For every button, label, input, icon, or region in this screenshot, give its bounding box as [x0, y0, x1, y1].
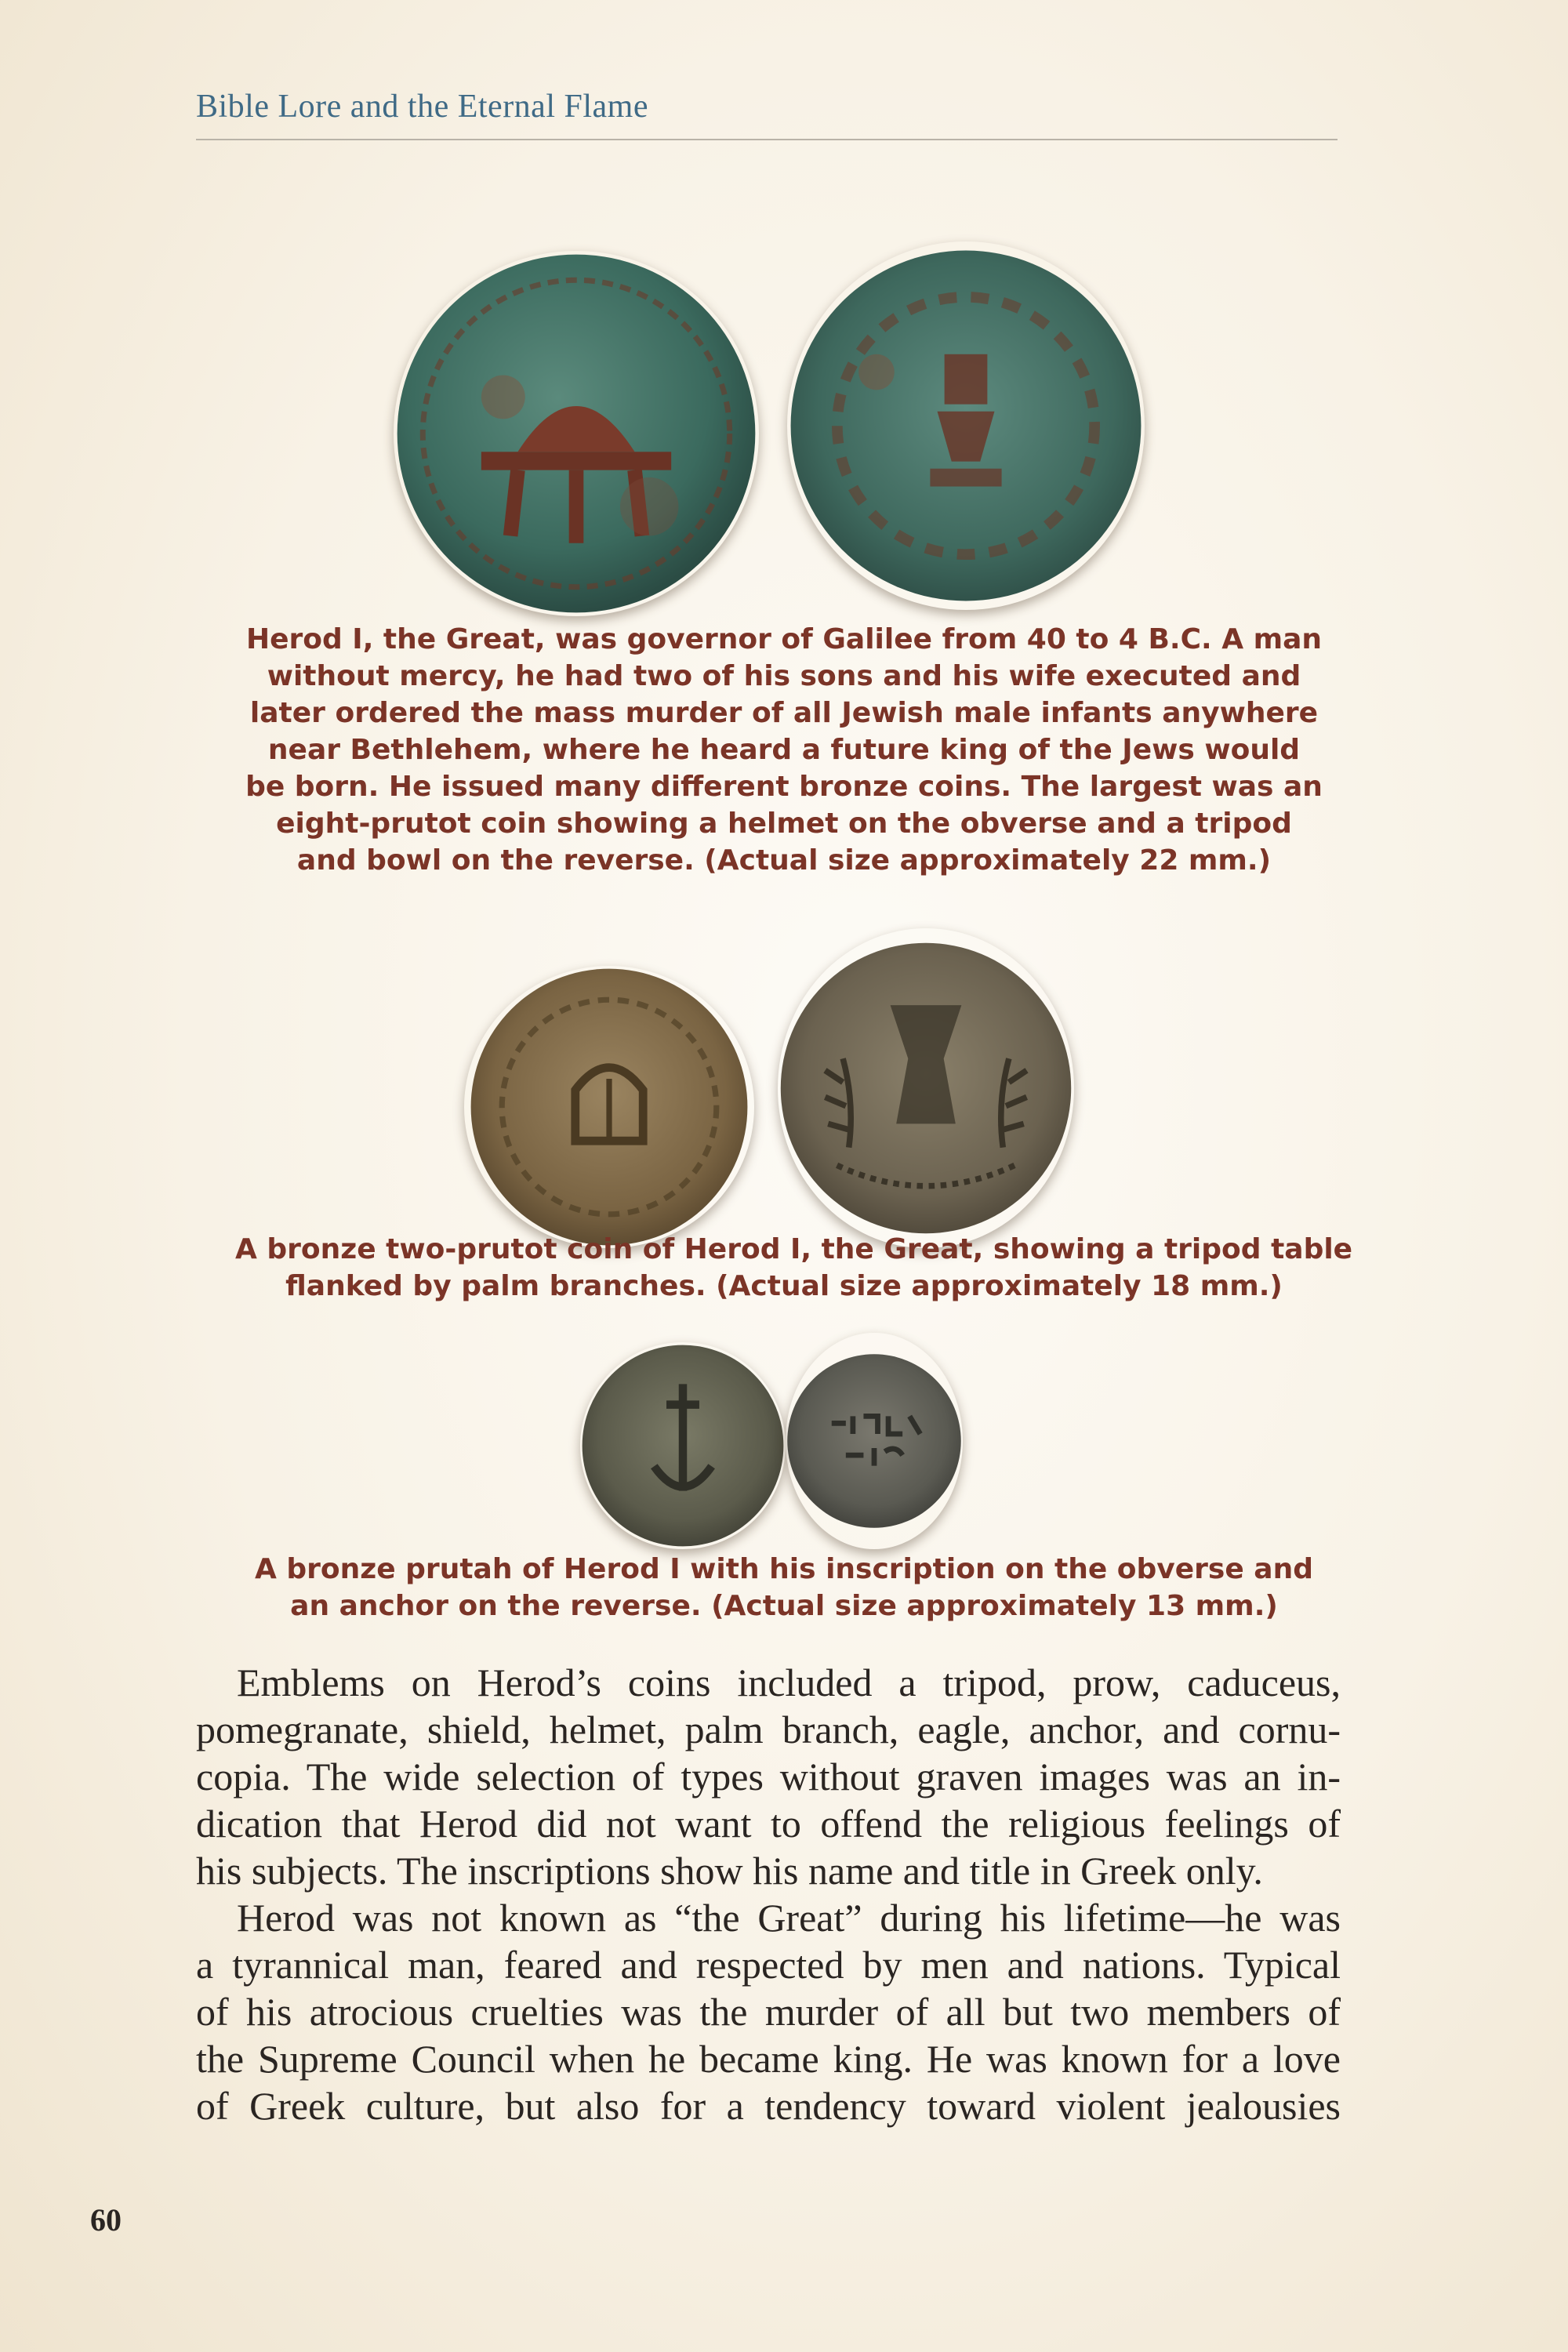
caption-eight-prutot — [235, 621, 1333, 879]
coin-inscription-reverse — [786, 1333, 963, 1549]
body-line: Emblems on Herod’s coins included a tripod, prow, caduceus, — [237, 1661, 1341, 1704]
caption-line: A bronze two-prutot coin of Herod I, the Great, showing a tripod table — [235, 1233, 1353, 1265]
caption-line: flanked by palm branches. (Actual size approximately 18 mm.) — [285, 1270, 1283, 1302]
caption-line: near Bethlehem, where he heard a future king of the Jews would — [267, 734, 1301, 766]
caption-line: eight-prutot coin showing a helmet on the obverse and a tripod — [276, 808, 1292, 840]
body-line: dication that Herod did not want to offend the religious feelings of — [196, 1802, 1341, 1846]
caption-line: Herod I, the Great, was governor of Galilee from 40 to 4 B.C. A man — [245, 623, 1323, 655]
caption-line: be born. He issued many different bronze coins. The largest was an — [245, 771, 1323, 803]
body-line: pomegranate, shield, helmet, palm branch, eagle, anchor, and cornu- — [196, 1708, 1341, 1751]
header-rule — [196, 139, 1338, 140]
coin-anchor-icon — [580, 1342, 786, 1549]
coin-table-icon — [464, 966, 754, 1248]
coin-palm-reverse — [778, 928, 1074, 1248]
body-line: of his atrocious cruelties was the murder of all but two members of — [196, 1990, 1341, 2034]
body-line: the Supreme Council when he became king. He was known for a love — [196, 2037, 1341, 2081]
coin-inscription-icon — [786, 1333, 963, 1549]
coin-anchor-obverse — [580, 1342, 786, 1549]
caption-line: and bowl on the reverse. (Actual size approximately 22 mm.) — [296, 844, 1272, 877]
body-line: of Greek culture, but also for a tendency toward violent jealousies — [196, 2084, 1341, 2128]
running-head: Bible Lore and the Eternal Flame — [196, 89, 648, 125]
coin-tripod-reverse — [787, 241, 1145, 610]
coin-helmet-obverse — [394, 251, 759, 616]
caption-line: an anchor on the reverse. (Actual size approximately 13 mm.) — [290, 1590, 1278, 1622]
coin-helmet-icon — [394, 251, 759, 616]
caption-line: A bronze prutah of Herod I with his inscription on the obverse and — [254, 1553, 1314, 1585]
body-line: copia. The wide selection of types without graven images was an in- — [196, 1755, 1341, 1798]
coin-tripod-icon — [787, 241, 1145, 610]
coin-palm-icon — [778, 928, 1074, 1248]
body-line: Herod was not known as “the Great” during his lifetime—he was — [237, 1896, 1341, 1940]
body-paragraph-2 — [196, 1894, 1341, 2129]
page-number: 60 — [90, 2202, 122, 2238]
caption-prutah — [235, 1551, 1333, 1624]
body-line: a tyrannical man, feared and respected by men and nations. Typical — [196, 1943, 1341, 1987]
caption-line: without mercy, he had two of his sons and his wife executed and — [267, 660, 1301, 692]
body-line: his subjects. The inscriptions show his name and title in Greek only. — [196, 1849, 1263, 1893]
caption-line: later ordered the mass murder of all Jewish male infants anywhere — [249, 697, 1319, 729]
body-paragraph-1 — [196, 1659, 1341, 1894]
coin-table-obverse — [464, 966, 754, 1248]
caption-two-prutot — [235, 1231, 1353, 1305]
